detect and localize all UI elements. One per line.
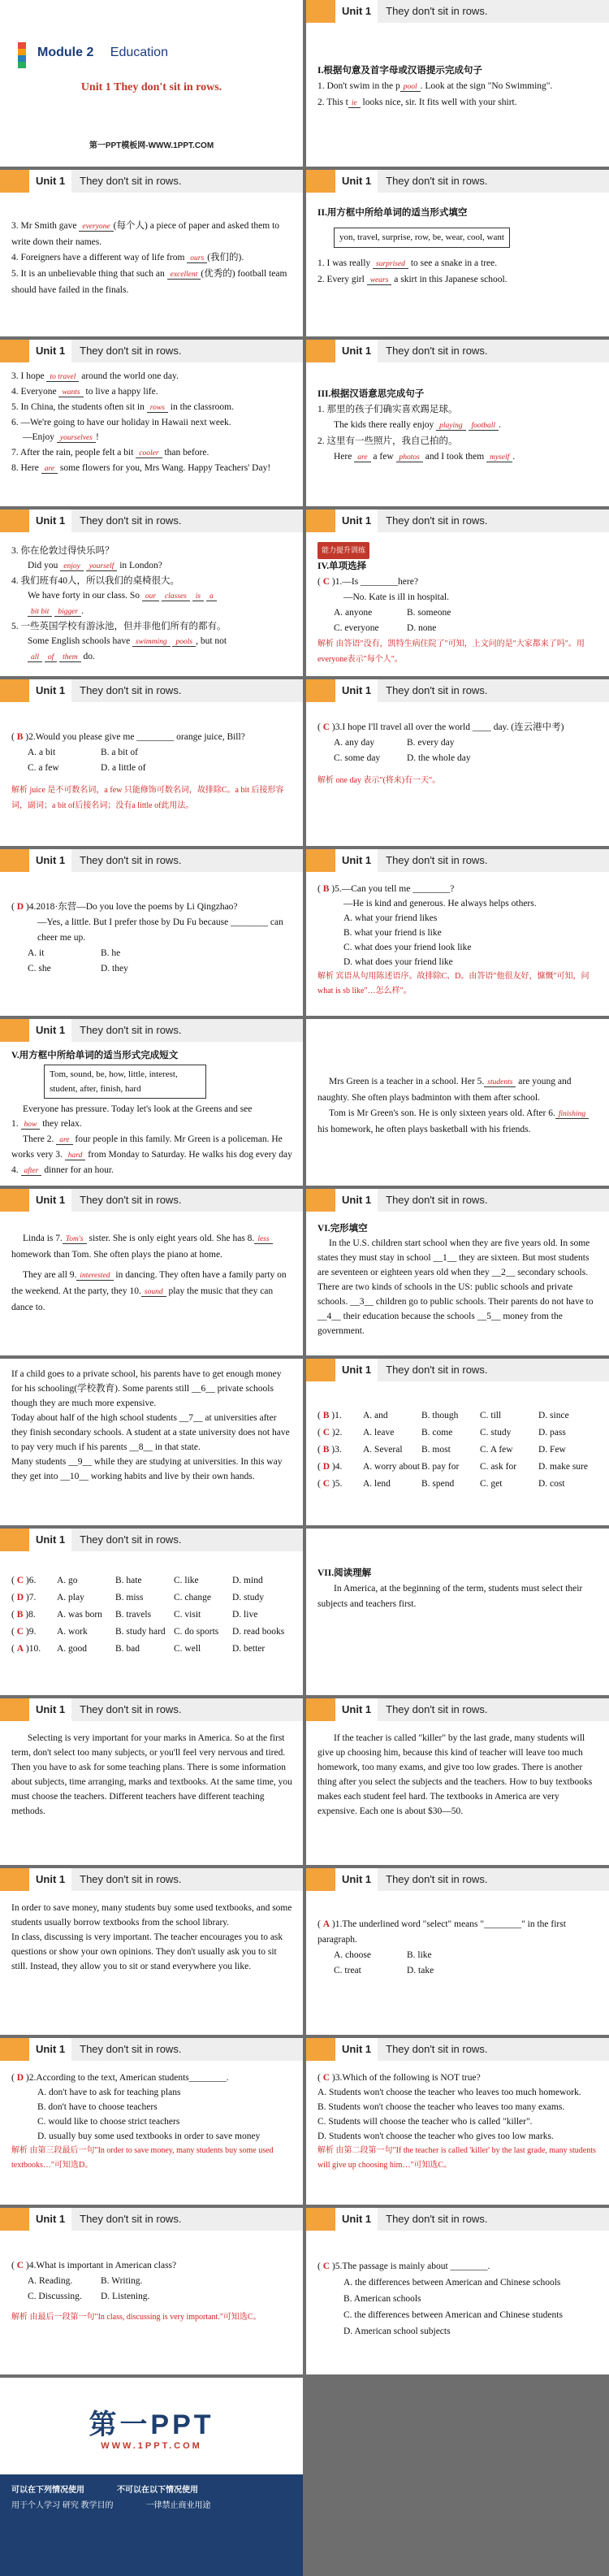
slide-exercise-22: Unit 1 They don't sit in rows. In order to save money, many students buy some used textbooks, and some students usually borrow textbooks from the school library. In class, discussing is very important. The teacher encourages you to ask questions or show your own opinions. They don't usually ask you to sit still. Instead, they allow you to sit or stand everywhere you like. — [0, 1868, 303, 2035]
slide-exercise-20: Unit 1 They don't sit in rows. Selecting is very important for your marks in America. So at the first term, don't select too many subjects, or you'll feel very nervous and tired. Then you have to ask for some teaching plans. There is some information about subjects, time arranging, marks and textbooks. At the same time, you must choose the teachers. Different teachers have different teaching methods. — [0, 1698, 303, 1865]
slide-exercise-18: Unit 1 They don't sit in rows. ( C )6. A. go B. hate C. like D. mind ( D )7. A. play B. miss C. change D. study ( B )8. A. was born B. travels C. visit D. live ( C )9. A. work B. study hard C. do sports D. read books ( A )10. A. good B. bad C. well D. better — [0, 1529, 303, 1695]
question-2: 2. Every girl wears a skirt in this Japanese school. — [317, 275, 508, 284]
question-4: 4. Foreigners have a different way of life from ours (我们的). — [11, 253, 244, 262]
slide-exercise-10: Unit 1 They don't sit in rows. ( D )4.2018·东营—Do you love the poems by Li Qingzhao? —Yes, a little. But I prefer those by Du Fu because ________ can cheer me up. A. it B. he C. she D. they — [0, 849, 303, 1016]
question-3: 3. Mr Smith gave everyone (每个人) a piece of paper and asked them to write down their names. — [11, 221, 280, 247]
slide-exercise-1 — [306, 0, 609, 167]
slide-exercise-15: Unit 1 They don't sit in rows. VI.完形填空 In the U.S. children start school when they are five years old. In some states they must stay in school __1__ they are sixteen. But most students are seventeen or eighteen years old when they __2__ secondary schools. There are two kinds of schools in the US: public schools and private schools. __3__ children go to public schools. Their parents do not have to __4__ their education because the schools __5__ money from the government. — [306, 1189, 609, 1355]
question-5: 5. It is an unbelievable thing that such an excellent (优秀的) football team should have failed in the finals. — [11, 269, 287, 295]
section-heading: I.根据句意及首字母或汉语提示完成句子 — [317, 66, 482, 76]
question-1: 1. Don't swim in the p pool . Look at the sign "No Swimming". — [317, 81, 553, 91]
choice-row: ( C )6. A. go B. hate C. like D. mind — [11, 1576, 263, 1585]
choice-row: ( C )9. A. work B. study hard C. do sports D. read books — [11, 1627, 285, 1637]
cover-slide — [0, 0, 303, 167]
slide-exercise-23: Unit 1 They don't sit in rows. ( A )1.The underlined word "select" means "________" in the first paragraph. A. choose B. like C. treat D. take — [306, 1868, 609, 2035]
slide-exercise-19: VII.阅读理解 In America, at the beginning of the term, students must select their subjects and teachers first. — [306, 1529, 609, 1695]
slide-exercise-14: Unit 1 They don't sit in rows. Linda is 7. Tom's sister. She is only eight years old. She has 8. less homework than Tom. She often plays the piano at home. They are all 9. interested in dancing. They often have a family party on the weekend. At the party, they 10. sound play the music that they can dance to. — [0, 1189, 303, 1355]
slide-exercise-11: Unit 1 They don't sit in rows. ( B )5.—Can you tell me ________? —He is kind and generous. He always helps others. A. what your friend likes B. what your friend is like C. what does your friend look like D. what does your friend like 解析 宾语从句用陈述语序。故排除C、D。由答语"他很友好，慷慨"可知，问what is sb like"…怎么样"。 — [306, 849, 609, 1016]
slide-exercise-7: Unit 1 They don't sit in rows. 能力提升训练 IV.单项选择 ( C )1.—Is ________here? —No. Kate is ill in hospital. A. anyone B. someone C. everyone D. none 解析 由答语"没有，凯特生病住院了"可知，上文问的是"大家都来了吗"。用everyone表示"每个人"。 — [306, 510, 609, 676]
word-box: yon, travel, surprise, row, be, wear, cool, want — [334, 228, 510, 248]
license-panel: 可以在下列情况使用 不可以在以下情况使用 用于个人学习 研究 教学目的 一律禁止商业用途 — [0, 2474, 303, 2576]
choice-row: ( B )8. A. was born B. travels C. visit D. live — [11, 1610, 258, 1620]
slide-exercise-9: Unit 1 They don't sit in rows. ( C )3.I hope I'll travel all over the world ____ day. (连云港中考) A. any day B. every day C. some day D. the whole day 解析 one day 表示"(将来)有一天"。 — [306, 679, 609, 846]
site-link[interactable]: 第一PPT模板网-WWW.1PPT.COM — [89, 141, 214, 150]
slide-exercise-3: Unit 1 They don't sit in rows. II.用方框中所给单词的适当形式填空 yon, travel, surprise, row, be, wear, cool, want 1. I was really surprised to see a snake in a tree. 2. Every girl wears a skirt in this Japanese school. — [306, 170, 609, 336]
slide-exercise-6: Unit 1 They don't sit in rows. 3. 你在伦敦过得快乐吗？ Did you enjoy yourself in London? 4. 我们班有40人，所以我们的桌椅很大。 We have forty in our class. So our classes is a bit bit bigger . 5. 一些英国学校有游泳池，但并非他们所有的都有。 Some English schools have swimming pools , but not all of them do. — [0, 510, 303, 676]
slide-exercise-13: Mrs Green is a teacher in a school. Her 5. students are young and naughty. She often plays badminton with them after school. Tom is Mr Green's son. He is only sixteen years old. After 6. finishing his homework, he often plays basketball with his friends. — [306, 1019, 609, 1186]
slide-title: They don't sit in rows. — [378, 0, 609, 23]
unit-label: Unit 1 — [335, 0, 378, 23]
slide-exercise-16: If a child goes to a private school, his parents have to get enough money for his schooling(学校教育). Some parents still __6__ private schools though they are much more expensive. Today about half of the high school students __7__ at universities after they finish secondary schools. A student at a state university does not have to pay very much if his parents __8__ in that state. Many students __9__ while they are studying at universities. In this way they get into __10__ working habits and live by their own hands. — [0, 1359, 303, 1525]
unit-title: Unit 1 They don't sit in rows. — [80, 81, 222, 93]
slide-exercise-25: Unit 1 They don't sit in rows. ( C )3.Which of the following is NOT true? A. Students won't choose the teacher who leaves too much homework. B. Students won't choose the teacher who leaves too many exams. C. Students will choose the teacher who is called "killer". D. Students won't choose the teacher who gives too low marks. 解析 由第二段第一句"If the teacher is called 'killer' by the last grade, many students will give up choosing him…"可知选C。 — [306, 2038, 609, 2205]
slide-exercise-17: Unit 1 They don't sit in rows. ( B )1. A. and B. though C. till D. since ( C )2. A. leave B. come C. study D. pass ( B )3. A. Several B. most C. A few D. Few ( D )4. A. worry about B. pay for C. ask for D. make sure ( C )5. A. lend B. spend C. get D. cost — [306, 1359, 609, 1525]
slide-exercise-8: Unit 1 They don't sit in rows. ( B )2.Would you please give me ________ orange juice, Bill? A. a bit B. a bit of C. a few D. a little of 解析 juice 是不可数名词，a few 只能修饰可数名词，故排除C。a bit 后接形容词，副词；a bit of后接名词；没有a little of此用法。 — [0, 679, 303, 846]
logo-mark — [18, 42, 26, 68]
section-heading: II.用方框中所给单词的适当形式填空 — [317, 208, 468, 218]
word-box: Tom, sound, be, how, little, interest, student, after, finish, hard — [44, 1065, 206, 1099]
empty-slot — [306, 2378, 609, 2576]
question-1: 1. I was really surprised to see a snake in a tree. — [317, 258, 498, 268]
slide-exercise-27: Unit 1 They don't sit in rows. ( C )5.The passage is mainly about ________. A. the differences between American and Chinese schools B. American schools C. the differences between American and Chinese students D. American school subjects — [306, 2208, 609, 2374]
slide-exercise-4: Unit 1 They don't sit in rows. 3. I hope to travel around the world one day. 4. Everyone wants to live a happy life. 5. In China, the students often sit in rows in the classroom. 6. —We're going to have our holiday in Hawaii next week. —Enjoy yourselves ! 7. After the rain, people felt a bit cooler than before. 8. Here are some flowers for you, Mrs Wang. Happy Teachers' Day! — [0, 340, 303, 506]
choice-row: ( C )5. A. lend B. spend C. get D. cost — [317, 1479, 565, 1489]
choice-row: ( B )3. A. Several B. most C. A few D. Few — [317, 1445, 566, 1455]
choice-row: ( D )7. A. play B. miss C. change D. study — [11, 1593, 264, 1602]
footer-slide — [0, 2378, 303, 2576]
brand-url[interactable]: WWW.1PPT.COM — [101, 2441, 202, 2451]
slide-exercise-24: Unit 1 They don't sit in rows. ( D )2.According to the text, American students________. A. don't have to ask for teaching plans B. don't have to choose teachers C. would like to choose strict teachers D. usually buy some used textbooks in order to save money 解析 由第三段最后一句"In order to save money, many students buy some used textbooks…"可知选D。 — [0, 2038, 303, 2205]
slide-exercise-26: Unit 1 They don't sit in rows. ( C )4.What is important in American class? A. Reading. B. Writing. C. Discussing. D. Listening. 解析 由最后一段第一句"In class, discussing is very important."可知选C。 — [0, 2208, 303, 2374]
ability-badge: 能力提升训练 — [317, 542, 369, 559]
module-title: Module 2 Education — [37, 46, 168, 59]
choice-row: ( A )10. A. good B. bad C. well D. better — [11, 1644, 266, 1654]
slide-exercise-5: Unit 1 They don't sit in rows. III.根据汉语意思完成句子 1. 那里的孩子们确实喜欢踢足球。 The kids there really enjoy playing football . 2. 这里有一些照片，我自己拍的。 Here are a few photos and I took them myself . — [306, 340, 609, 506]
choice-row: ( D )4. A. worry about B. pay for C. ask for D. make sure — [317, 1462, 588, 1472]
choice-row: ( C )2. A. leave B. come C. study D. pass — [317, 1428, 566, 1438]
question-2: 2. This t ie looks nice, sir. It fits well with your shirt. — [317, 98, 517, 107]
choice-row: ( B )1. A. and B. though C. till D. since — [317, 1411, 569, 1420]
explanation: 解析 由答语"没有，凯特生病住院了"可知，上文问的是"大家都来了吗"。用everyone表示"每个人"。 — [317, 640, 585, 664]
slide-exercise-21: Unit 1 They don't sit in rows. If the teacher is called "killer" by the last grade, many students will give up choosing him, because this kind of teacher will leave too much homework, too many exams, and give too low grades. There is another thing after you select the subjects and the teachers. How to buy textbooks makes each student feel hard. The textbooks in America are very expensive. Each one is about $30—50. — [306, 1698, 609, 1865]
slide-exercise-2: Unit 1 They don't sit in rows. 3. Mr Smith gave everyone (每个人) a piece of paper and asked them to write down their names. 4. Foreigners have a different way of life from ours (我们的). 5. It is an unbelievable thing that such an excellent (优秀的) football team should have failed in the finals. — [0, 170, 303, 336]
slide-exercise-12: Unit 1 They don't sit in rows. V.用方框中所给单词的适当形式完成短文 Tom, sound, be, how, little, interest, student, after, finish, hard Everyone has pressure. Today let's look at the Greens and see 1. how they relax. There 2. are four people in this family. Mr Green is a policeman. He works very 3. hard from Monday to Saturday. He walks his dog every day 4. after dinner for an hour. — [0, 1019, 303, 1186]
brand-logo: 第一PPT — [89, 2409, 214, 2440]
